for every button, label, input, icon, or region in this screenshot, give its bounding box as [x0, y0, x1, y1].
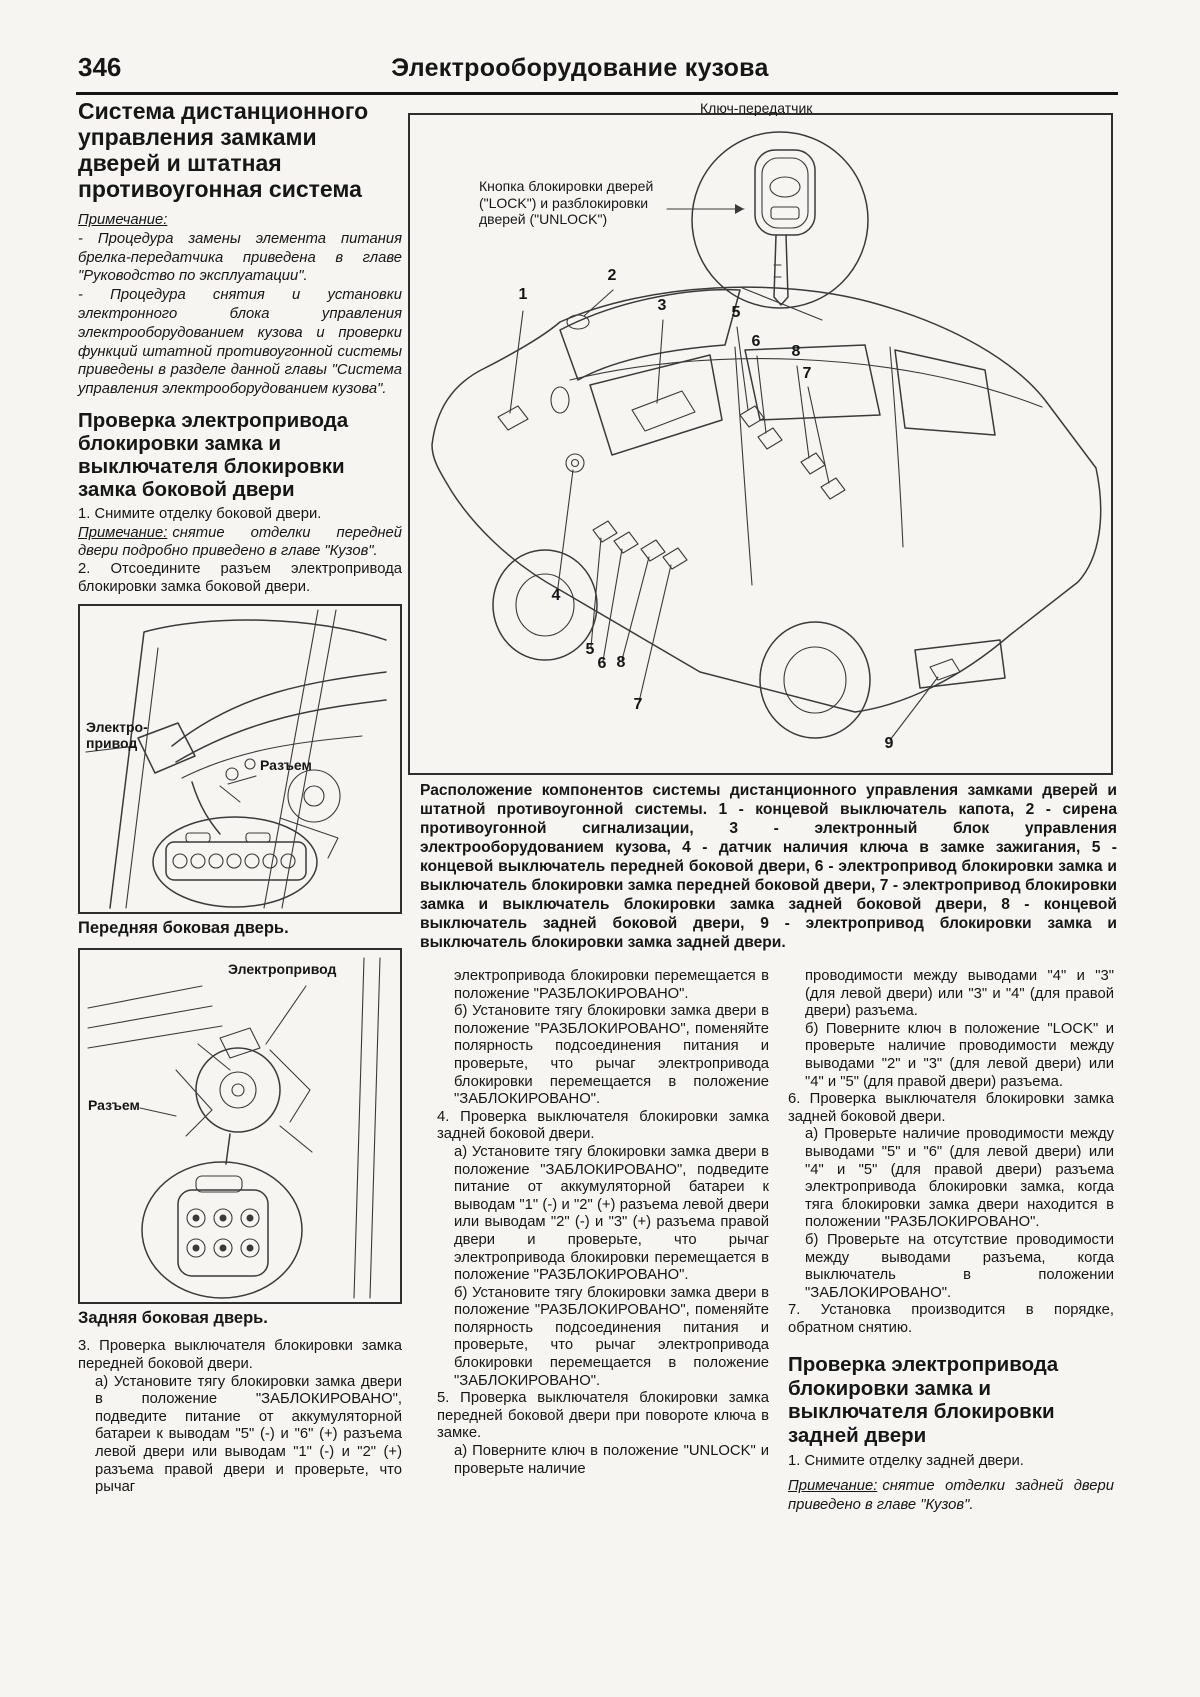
procedure-substep: а) Установите тягу блокировки замка двери в положение "ЗАБЛОКИРОВАНО", подведите питание от аккумуляторной батареи к выводам "5" (-) и "6" (+) разъема левой двери или выводам "1" (-) и "2" (+) разъема правой двери и проверьте, что рычаг	[95, 1373, 402, 1496]
procedure-substep: б) Проверьте на отсутствие проводимости между выводами разъема, когда выключатель в положении "ЗАБЛОКИРОВАНО".	[805, 1231, 1114, 1301]
connector-label: Разъем	[88, 1097, 140, 1114]
van-outline	[432, 287, 1101, 738]
figure-front-door	[78, 604, 402, 914]
callout-number: 6	[597, 655, 607, 672]
procedure-continuation: электропривода блокировки перемещается в положение "РАЗБЛОКИРОВАНО".	[454, 968, 769, 1002]
procedure-step: 3. Проверка выключателя блокировки замка передней боковой двери.	[78, 1338, 402, 1372]
callout-number: 3	[657, 297, 667, 314]
procedure-step: 4. Проверка выключателя блокировки замка задней боковой двери.	[437, 1108, 769, 1143]
procedure-step: 2. Отсоедините разъем электропривода блокировки замка боковой двери.	[78, 561, 402, 595]
procedure-step: 1. Снимите отделку боковой двери.	[78, 505, 322, 522]
page-header-title: Электрооборудование кузова	[391, 54, 769, 82]
procedure-substep: а) Проверьте наличие проводимости между выводами "5" и "6" (для левой двери) или "4" и "5" (для правой двери) разъема электропривода блокировки замка, когда тяга блокировки замка двери находится в положении "РАЗБЛОКИРОВАНО".	[805, 1126, 1114, 1231]
note-item: - Процедура снятия и установки электронного блока управления электрооборудованием кузова и проверки функций штатной противоугонной системы приведены в разделе данной главы "Система управления электрооборудованием кузова".	[78, 287, 402, 398]
page-number: 346	[78, 52, 122, 82]
callout-number: 7	[802, 365, 812, 382]
note-text: снятие отделки задней двери приведено в главе "Кузов".	[788, 1478, 1114, 1513]
note-label: Примечание:	[78, 212, 168, 228]
actuator-label: Электропривод	[228, 961, 337, 978]
procedure-step: 7. Установка производится в порядке, обратном снятию.	[788, 1302, 1114, 1336]
note-inline	[788, 1477, 1114, 1515]
callout-number: 1	[518, 286, 528, 303]
key-transmitter-label: Ключ-передатчик	[700, 100, 813, 116]
callout-number: 5	[731, 304, 741, 321]
procedure-substep: б) Установите тягу блокировки замка двери в положение "РАЗБЛОКИРОВАНО", поменяйте полярность подсоединения питания и проверьте, что рычаг электропривода блокировки перемещается в положение "ЗАБЛОКИРОВАНО".	[454, 1284, 769, 1389]
lock-button-label: Кнопка блокировки дверей ("LOCK") и разблокировки дверей ("UNLOCK")	[479, 178, 654, 227]
section-title: Проверка электропривода блокировки замка и выключателя блокировки задней двери	[788, 1353, 1059, 1447]
procedure-step: 5. Проверка выключателя блокировки замка передней боковой двери при повороте ключа в замке.	[437, 1390, 769, 1442]
figure-caption: Задняя боковая дверь.	[78, 1309, 268, 1328]
right-column	[788, 968, 1114, 1515]
note-item: - Процедура замены элемента питания брелка-передатчика приведена в главе "Руководство по эксплуатации".	[78, 230, 402, 285]
procedure-step: 1. Снимите отделку задней двери.	[788, 1453, 1024, 1470]
procedure-substep: б) Поверните ключ в положение "LOCK" и проверьте наличие проводимости между выводами "2" и "3" (для левой двери) или "4" и "5" (для правой двери) разъема.	[805, 1020, 1114, 1090]
callout-number: 2	[607, 267, 617, 284]
header-rule	[76, 92, 1118, 95]
middle-column	[437, 968, 769, 1478]
procedure-substep: б) Установите тягу блокировки замка двери в положение "РАЗБЛОКИРОВАНО", поменяйте полярность подсоединения питания и проверьте, что рычаг электропривода блокировки перемещается в положение "ЗАБЛОКИРОВАНО".	[454, 1003, 769, 1108]
figure-caption: Передняя боковая дверь.	[78, 919, 289, 938]
procedure-step: 6. Проверка выключателя блокировки замка задней боковой двери.	[788, 1091, 1114, 1125]
procedure-continuation: проводимости между выводами "4" и "3" (для левой двери) или "3" и "4" (для правой двери) разъема.	[805, 968, 1114, 1020]
note-label: Примечание:	[788, 1478, 878, 1495]
section-title: Проверка электропривода блокировки замка и выключателя блокировки замка боковой двери	[78, 408, 349, 501]
callout-number: 5	[585, 641, 595, 658]
left-column	[78, 98, 402, 1497]
connector-label: Разъем	[260, 757, 312, 774]
note-label: Примечание:	[78, 524, 168, 541]
callout-number: 8	[791, 343, 801, 360]
note-label-line	[78, 211, 402, 230]
actuator-label: Электро-привод	[86, 719, 148, 751]
procedure-substep: а) Установите тягу блокировки замка двери в положение "ЗАБЛОКИРОВАНО", подведите питание от аккумуляторной батареи к выводам "1" (-) и "2" (+) разъема левой двери или выводам "2" (-) и "3" (+) разъема правой двери и проверьте, что рычаг электропривода блокировки перемещается в положение "РАЗБЛОКИРОВАНО".	[454, 1143, 769, 1284]
figure-rear-door	[78, 948, 402, 1304]
rear-door-lock-diagram	[80, 950, 400, 1302]
figure-legend: Расположение компонентов системы дистанционного управления замками дверей и штатной противоугонной системы. 1 - концевой выключатель капота, 2 - сирена противоугонной сигнализации, 3 - электронный блок управления электрооборудованием кузова, 4 - датчик наличия ключа в замке зажигания, 5 - концевой выключатель передней боковой двери, 6 - электропривод блокировки замка и выключатель блокировки замка передней боковой двери, 7 - электропривод блокировки замка и выключатель блокировки замка задней боковой двери, 8 - концевой выключатель задней боковой двери, 9 - электропривод блокировки замка и выключатель блокировки замка задней двери.	[420, 782, 1117, 951]
callout-number: 8	[616, 654, 626, 671]
note-text: снятие отделки передней двери подробно приведено в главе "Кузов".	[78, 524, 402, 560]
front-door-lock-diagram	[80, 606, 400, 912]
procedure-substep: а) Поверните ключ в положение "UNLOCK" и проверьте наличие	[454, 1443, 769, 1477]
note-inline	[78, 524, 402, 562]
article-title: Система дистанционного управления замками дверей и штатная противоугонная система	[78, 98, 369, 202]
callout-number: 9	[884, 735, 894, 752]
callout-number: 7	[633, 696, 643, 713]
callout-number: 4	[551, 587, 561, 604]
callout-number: 6	[751, 333, 761, 350]
